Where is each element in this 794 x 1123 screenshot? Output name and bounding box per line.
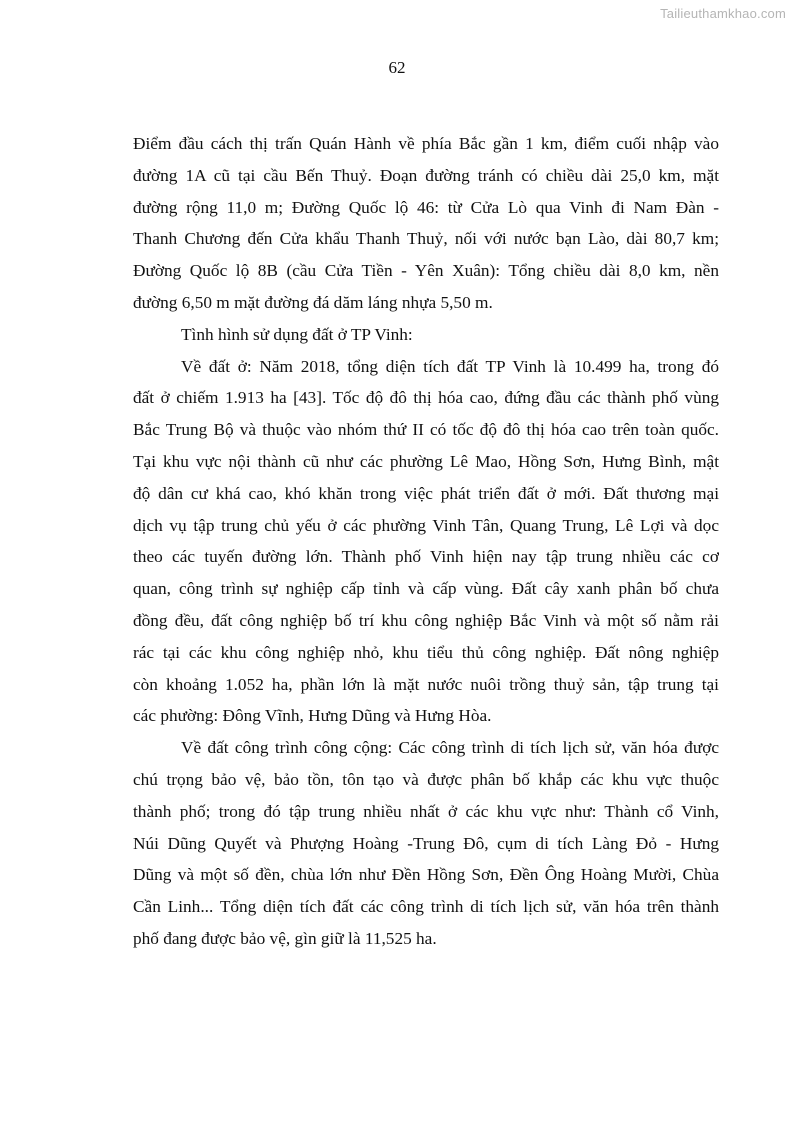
- text-line: đường 1A cũ tại cầu Bến Thuỷ. Đoạn đường tránh có chiều dài 25,0 km, mặt: [133, 165, 719, 185]
- text-line: dịch vụ tập trung chủ yếu ở các phường Vinh Tân, Quang Trung, Lê Lợi và dọc: [133, 515, 719, 535]
- text-line: Bắc Trung Bộ và thuộc vào nhóm thứ II có tốc độ đô thị hóa cao trên toàn quốc.: [133, 420, 719, 440]
- text-line: đường 6,50 m mặt đường đá dăm láng nhựa 5,50 m.: [133, 292, 493, 312]
- text-line: quan, công trình sự nghiệp cấp tỉnh và cấp vùng. Đất cây xanh phân bố chưa: [133, 579, 719, 599]
- text-line: rác tại các khu công nghiệp nhỏ, khu tiểu thủ công nghiệp. Đất nông nghiệp: [133, 642, 719, 662]
- text-line: còn khoảng 1.052 ha, phần lớn là mặt nước nuôi trồng thuỷ sản, tập trung tại: [133, 674, 719, 694]
- text-line: đất ở chiếm 1.913 ha [43]. Tốc độ đô thị hóa cao, đứng đầu các thành phố vùng: [133, 388, 719, 408]
- text-line: Về đất ở: Năm 2018, tổng diện tích đất TP Vinh là 10.499 ha, trong đó: [181, 356, 719, 376]
- watermark: Tailieuthamkhao.com: [660, 6, 786, 21]
- text-line: Tại khu vực nội thành cũ như các phường Lê Mao, Hồng Sơn, Hưng Bình, mật: [133, 451, 719, 471]
- text-line: đường rộng 11,0 m; Đường Quốc lộ 46: từ Cửa Lò qua Vinh đi Nam Đàn -: [133, 197, 719, 217]
- text-line: phố đang được bảo vệ, gìn giữ là 11,525 ha.: [133, 928, 437, 948]
- text-line: thành phố; trong đó tập trung nhiều nhất ở các khu vực như: Thành cổ Vinh,: [133, 801, 719, 821]
- text-line: theo các tuyến đường lớn. Thành phố Vinh hiện nay tập trung nhiều các cơ: [133, 547, 719, 567]
- section-heading: Tình hình sử dụng đất ở TP Vinh:: [181, 324, 413, 344]
- document-body: [133, 128, 719, 955]
- text-line: Về đất công trình công cộng: Các công trình di tích lịch sử, văn hóa được: [181, 738, 719, 758]
- text-line: chú trọng bảo vệ, bảo tồn, tôn tạo và được phân bố khắp các khu vực thuộc: [133, 769, 719, 789]
- text-line: đồng đều, đất công nghiệp bố trí khu công nghiệp Bắc Vinh và một số nằm rải: [133, 610, 719, 630]
- text-line: Dũng và một số đền, chùa lớn như Đền Hồng Sơn, Đền Ông Hoàng Mười, Chùa: [133, 865, 719, 885]
- text-line: Đường Quốc lộ 8B (cầu Cửa Tiền - Yên Xuân): Tổng chiều dài 8,0 km, nền: [133, 261, 719, 281]
- text-line: Thanh Chương đến Cửa khẩu Thanh Thuỷ, nối với nước bạn Lào, dài 80,7 km;: [133, 229, 719, 249]
- text-line: độ dân cư khá cao, khó khăn trong việc phát triển đất ở mới. Đất thương mại: [133, 483, 719, 503]
- text-line: Cần Linh... Tổng diện tích đất các công trình di tích lịch sử, văn hóa trên thành: [133, 897, 719, 917]
- text-line: các phường: Đông Vĩnh, Hưng Dũng và Hưng Hòa.: [133, 706, 492, 726]
- text-line: Điểm đầu cách thị trấn Quán Hành về phía Bắc gần 1 km, điểm cuối nhập vào: [133, 134, 719, 153]
- page-number: 62: [388, 58, 406, 77]
- text-line: Núi Dũng Quyết và Phượng Hoàng -Trung Đô, cụm di tích Làng Đỏ - Hưng: [133, 833, 719, 853]
